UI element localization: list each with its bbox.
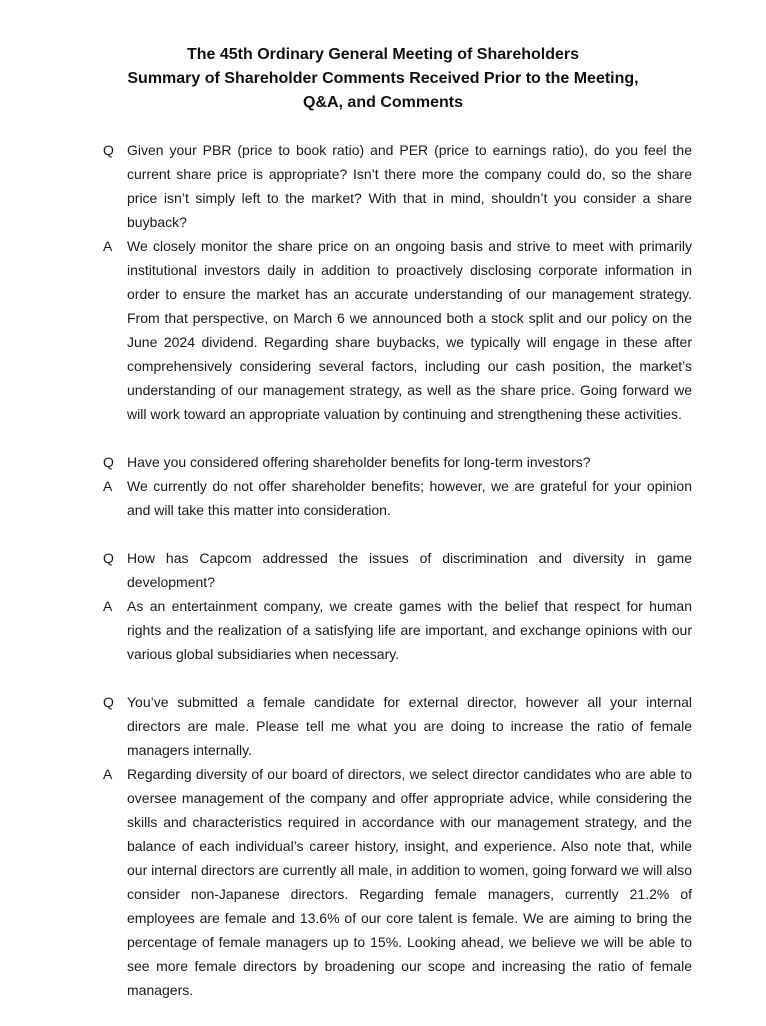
question-marker: Q	[103, 454, 114, 470]
answer-marker: A	[103, 238, 113, 254]
answer-1	[103, 234, 692, 426]
qa-item-4	[103, 690, 692, 1002]
answer-3	[103, 594, 692, 666]
question-2	[103, 450, 692, 474]
question-marker: Q	[103, 142, 114, 158]
title-line-2: Summary of Shareholder Comments Received Prior to the Meeting,	[127, 70, 639, 87]
question-1	[103, 138, 692, 234]
question-1-text: Given your PBR (price to book ratio) and PER (price to earnings ratio), do you feel the current share price is appropriate? Isn’t there more the company could do, so the share price isn’t simply left to the market? With that in mind, shouldn’t you consider a share buyback?	[127, 142, 692, 230]
title-line-1: The 45th Ordinary General Meeting of Shareholders	[186, 46, 580, 63]
question-marker: Q	[103, 694, 114, 710]
answer-4	[103, 762, 692, 1002]
answer-2-text: We currently do not offer shareholder benefits; however, we are grateful for your opinion and will take this matter into consideration.	[127, 478, 692, 518]
question-3-text: How has Capcom addressed the issues of discrimination and diversity in game development?	[127, 550, 692, 590]
question-4	[103, 690, 692, 762]
answer-1-text: We closely monitor the share price on an ongoing basis and strive to meet with primarily institutional investors daily in addition to proactively disclosing corporate information in order to ensure the market has an accurate understanding of our management strategy. From that perspective, on March 6 we announced both a stock split and our policy on the June 2024 dividend. Regarding share buybacks, we typically will engage in these after comprehensively considering several factors, including our cash position, the market’s understanding of our management strategy, as well as the share price. Going forward we will work toward an appropriate valuation by continuing and strengthening these activities.	[127, 238, 692, 422]
question-4-text: You’ve submitted a female candidate for external director, however all your internal directors are male. Please tell me what you are doing to increase the ratio of female managers internally.	[127, 694, 692, 758]
answer-marker: A	[103, 598, 113, 614]
qa-item-3	[103, 546, 692, 666]
title-line-3: Q&A, and Comments	[302, 94, 463, 111]
question-3	[103, 546, 692, 594]
question-2-text: Have you considered offering shareholder benefits for long-term investors?	[127, 454, 591, 470]
answer-marker: A	[103, 478, 113, 494]
answer-2	[103, 474, 692, 522]
answer-3-text: As an entertainment company, we create games with the belief that respect for human rights and the realization of a satisfying life are important, and exchange opinions with our various global subsidiaries when necessary.	[127, 598, 692, 662]
question-marker: Q	[103, 550, 114, 566]
answer-marker: A	[103, 766, 113, 782]
qa-item-2	[103, 450, 692, 522]
document-title	[0, 43, 766, 115]
qa-list	[103, 138, 692, 1026]
qa-item-1	[103, 138, 692, 426]
answer-4-text: Regarding diversity of our board of directors, we select director candidates who are able to oversee management of the company and offer appropriate advice, while considering the skills and characteristics required in accordance with our management strategy, and the balance of each individual’s career history, insight, and experience. Also note that, while our internal directors are currently all male, in addition to women, going forward we will also consider non-Japanese directors. Regarding female managers, currently 21.2% of employees are female and 13.6% of our core talent is female. We are aiming to bring the percentage of female managers up to 15%. Looking ahead, we believe we will be able to see more female directors by broadening our scope and increasing the ratio of female managers.	[127, 766, 692, 998]
